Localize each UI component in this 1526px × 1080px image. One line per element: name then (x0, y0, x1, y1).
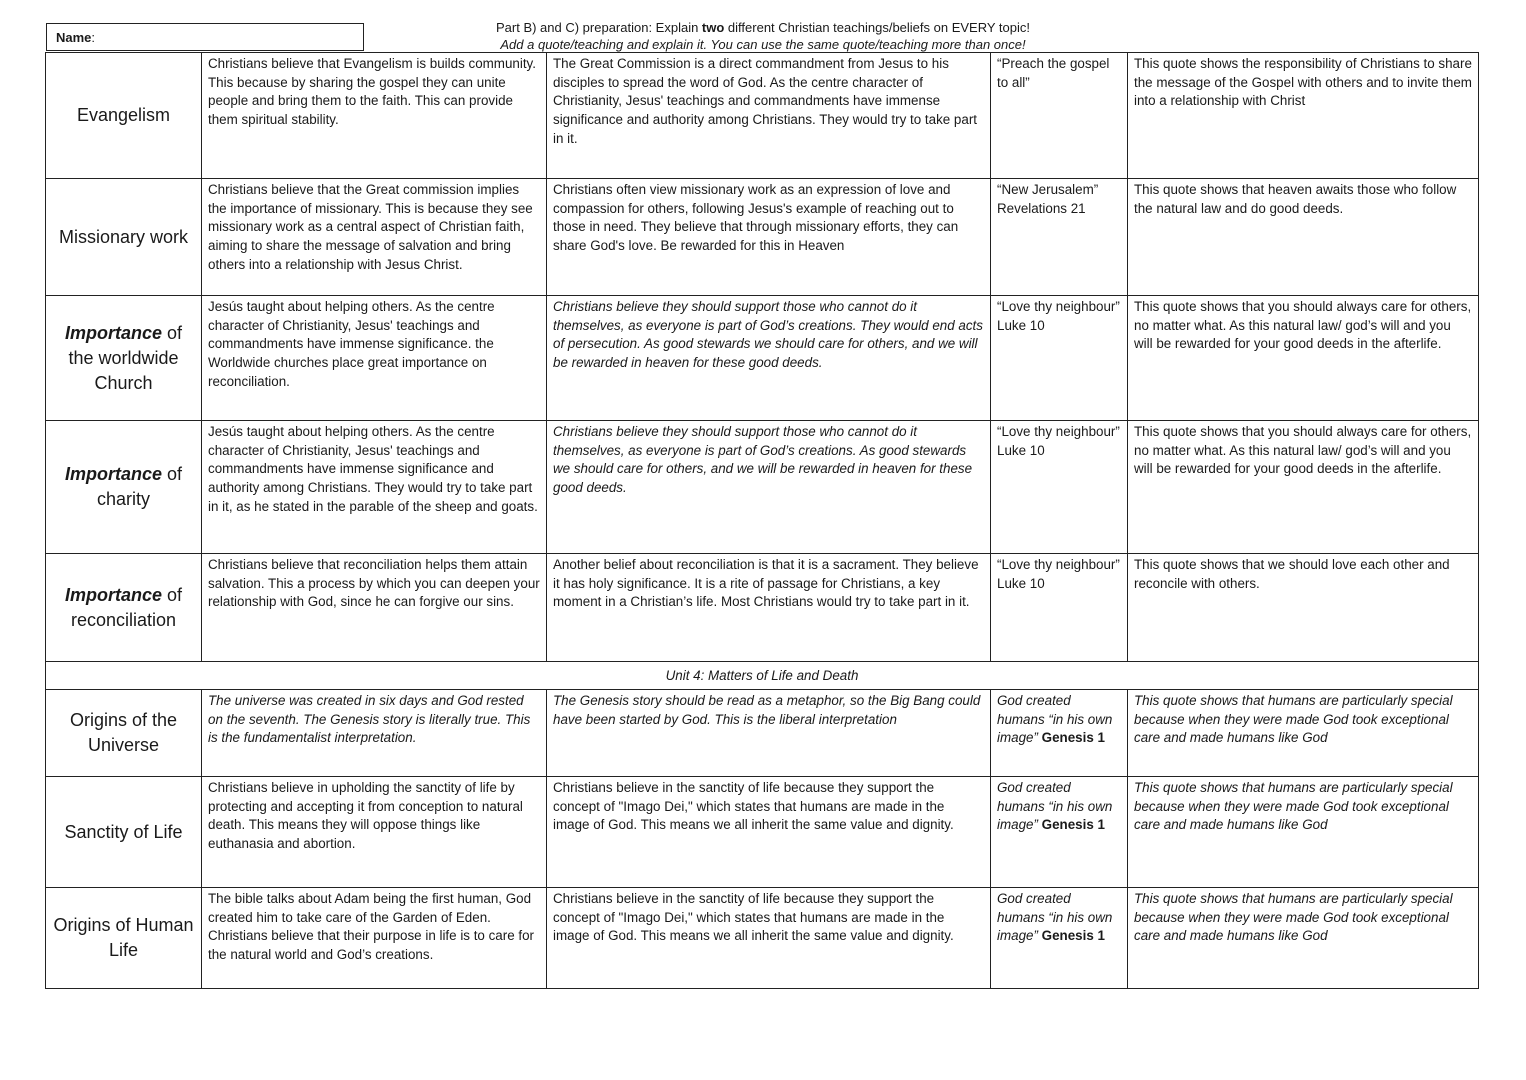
table-row (46, 179, 1479, 296)
topic-cell: Importance of the worldwide Church (46, 296, 202, 421)
explanation-cell: This quote shows that humans are particularly special because when they were made God took exceptional care and made humans like God (1128, 888, 1479, 989)
quote-cell: “Love thy neighbour” Luke 10 (991, 421, 1128, 554)
quote-cell: “Preach the gospel to all” (991, 53, 1128, 179)
belief-2-cell: Another belief about reconciliation is that it is a sacrament. They believe it has holy significance. It is a rite of passage for Christians, a key moment in a Christian’s life. Most Christians would try to take part in it. (547, 554, 991, 662)
belief-1-cell: The bible talks about Adam being the first human, God created him to take care of the Garden of Eden. Christians believe that their purpose in life is to care for the natural world and God’s creations. (202, 888, 547, 989)
explanation-cell: This quote shows that you should always care for others, no matter what. As this natural law/ god’s will and you will be rewarded for your good deeds in the afterlife. (1128, 296, 1479, 421)
table-row (46, 53, 1479, 179)
belief-1-cell: Christians believe in upholding the sanctity of life by protecting and accepting it from conception to natural death. This means they will oppose things like euthanasia and abortion. (202, 777, 547, 888)
explanation-cell: This quote shows the responsibility of Christians to share the message of the Gospel with others and to invite them into a relationship with Christ (1128, 53, 1479, 179)
table-row (46, 296, 1479, 421)
quote-cell: “Love thy neighbour” Luke 10 (991, 554, 1128, 662)
explanation-cell: This quote shows that you should always care for others, no matter what. As this natural law/ god’s will and you will be rewarded for your good deeds in the afterlife. (1128, 421, 1479, 554)
instructions (420, 19, 1106, 53)
belief-2-cell: Christians believe they should support those who cannot do it themselves, as everyone is part of God’s creations. As good stewards we should care for others, and we will be rewarded in heaven for these good deeds. (547, 421, 991, 554)
topic-cell: Missionary work (46, 179, 202, 296)
explanation-cell: This quote shows that humans are particularly special because when they were made God took exceptional care and made humans like God (1128, 690, 1479, 777)
table-row (46, 421, 1479, 554)
table-row (46, 888, 1479, 989)
belief-2-cell: The Great Commission is a direct commandment from Jesus to his disciples to spread the word of God. As the centre character of Christianity, Jesus' teachings and commandments have immense significance and authority among Christians. They would try to take part in it. (547, 53, 991, 179)
explanation-cell: This quote shows that heaven awaits those who follow the natural law and do good deeds. (1128, 179, 1479, 296)
topic-cell: Importance of reconciliation (46, 554, 202, 662)
topic-cell: Sanctity of Life (46, 777, 202, 888)
name-label: Name (56, 30, 92, 45)
table-row (46, 554, 1479, 662)
belief-1-cell: Christians believe that reconciliation helps them attain salvation. This a process by which you can deepen your relationship with God, since he can forgive our sins. (202, 554, 547, 662)
topic-cell: Importance of charity (46, 421, 202, 554)
quote-cell: God created humans “in his own image” Genesis 1 (991, 777, 1128, 888)
explanation-cell: This quote shows that we should love each other and reconcile with others. (1128, 554, 1479, 662)
belief-1-cell: The universe was created in six days and God rested on the seventh. The Genesis story is literally true. This is the fundamentalist interpretation. (202, 690, 547, 777)
table-row (46, 777, 1479, 888)
unit-heading-row (46, 662, 1479, 690)
topic-cell: Origins of Human Life (46, 888, 202, 989)
table-row (46, 690, 1479, 777)
belief-2-cell: Christians believe in the sanctity of life because they support the concept of "Imago Dei," which states that humans are made in the image of God. This means we all inherit the same value and dignity. (547, 777, 991, 888)
instruction-line-2: Add a quote/teaching and explain it. You can use the same quote/teaching more than once! (500, 37, 1026, 52)
belief-1-cell: Jesús taught about helping others. As the centre character of Christianity, Jesus' teachings and commandments have immense significance and authority among Christians. They would try to take part in it, as he stated in the parable of the sheep and goats. (202, 421, 547, 554)
topic-cell: Evangelism (46, 53, 202, 179)
name-colon: : (91, 30, 96, 45)
belief-1-cell: Christians believe that the Great commission implies the importance of missionary. This is because they see missionary work as a central aspect of Christian faith, aiming to share the message of salvation and bring others into a relationship with Jesus Christ. (202, 179, 547, 296)
quote-cell: God created humans “in his own image” Genesis 1 (991, 888, 1128, 989)
instruction-line-1: Part B) and C) preparation: Explain two different Christian teachings/beliefs on EVERY topic! (495, 20, 1030, 35)
quote-cell: God created humans “in his own image” Genesis 1 (991, 690, 1128, 777)
belief-1-cell: Jesús taught about helping others. As the centre character of Christianity, Jesus' teachings and commandments have immense significance. the Worldwide churches place great importance on reconciliation. (202, 296, 547, 421)
revision-table (45, 52, 1479, 989)
quote-cell: “Love thy neighbour” Luke 10 (991, 296, 1128, 421)
name-field[interactable] (46, 23, 364, 51)
belief-2-cell: Christians often view missionary work as an expression of love and compassion for others, following Jesus's example of reaching out to those in need. They believe that through missionary efforts, they can share God's love. Be rewarded for this in Heaven (547, 179, 991, 296)
unit-heading: Unit 4: Matters of Life and Death (46, 662, 1479, 690)
belief-2-cell: Christians believe in the sanctity of life because they support the concept of "Imago Dei," which states that humans are made in the image of God. This means we all inherit the same value and dignity. (547, 888, 991, 989)
quote-cell: “New Jerusalem” Revelations 21 (991, 179, 1128, 296)
belief-1-cell: Christians believe that Evangelism is builds community. This because by sharing the gospel they can unite people and bring them to the faith. This can provide them spiritual stability. (202, 53, 547, 179)
topic-cell: Origins of the Universe (46, 690, 202, 777)
explanation-cell: This quote shows that humans are particularly special because when they were made God took exceptional care and made humans like God (1128, 777, 1479, 888)
belief-2-cell: The Genesis story should be read as a metaphor, so the Big Bang could have been started by God. This is the liberal interpretation (547, 690, 991, 777)
belief-2-cell: Christians believe they should support those who cannot do it themselves, as everyone is part of God’s creations. They would end acts of persecution. As good stewards we should care for others, and we will be rewarded in heaven for these good deeds. (547, 296, 991, 421)
